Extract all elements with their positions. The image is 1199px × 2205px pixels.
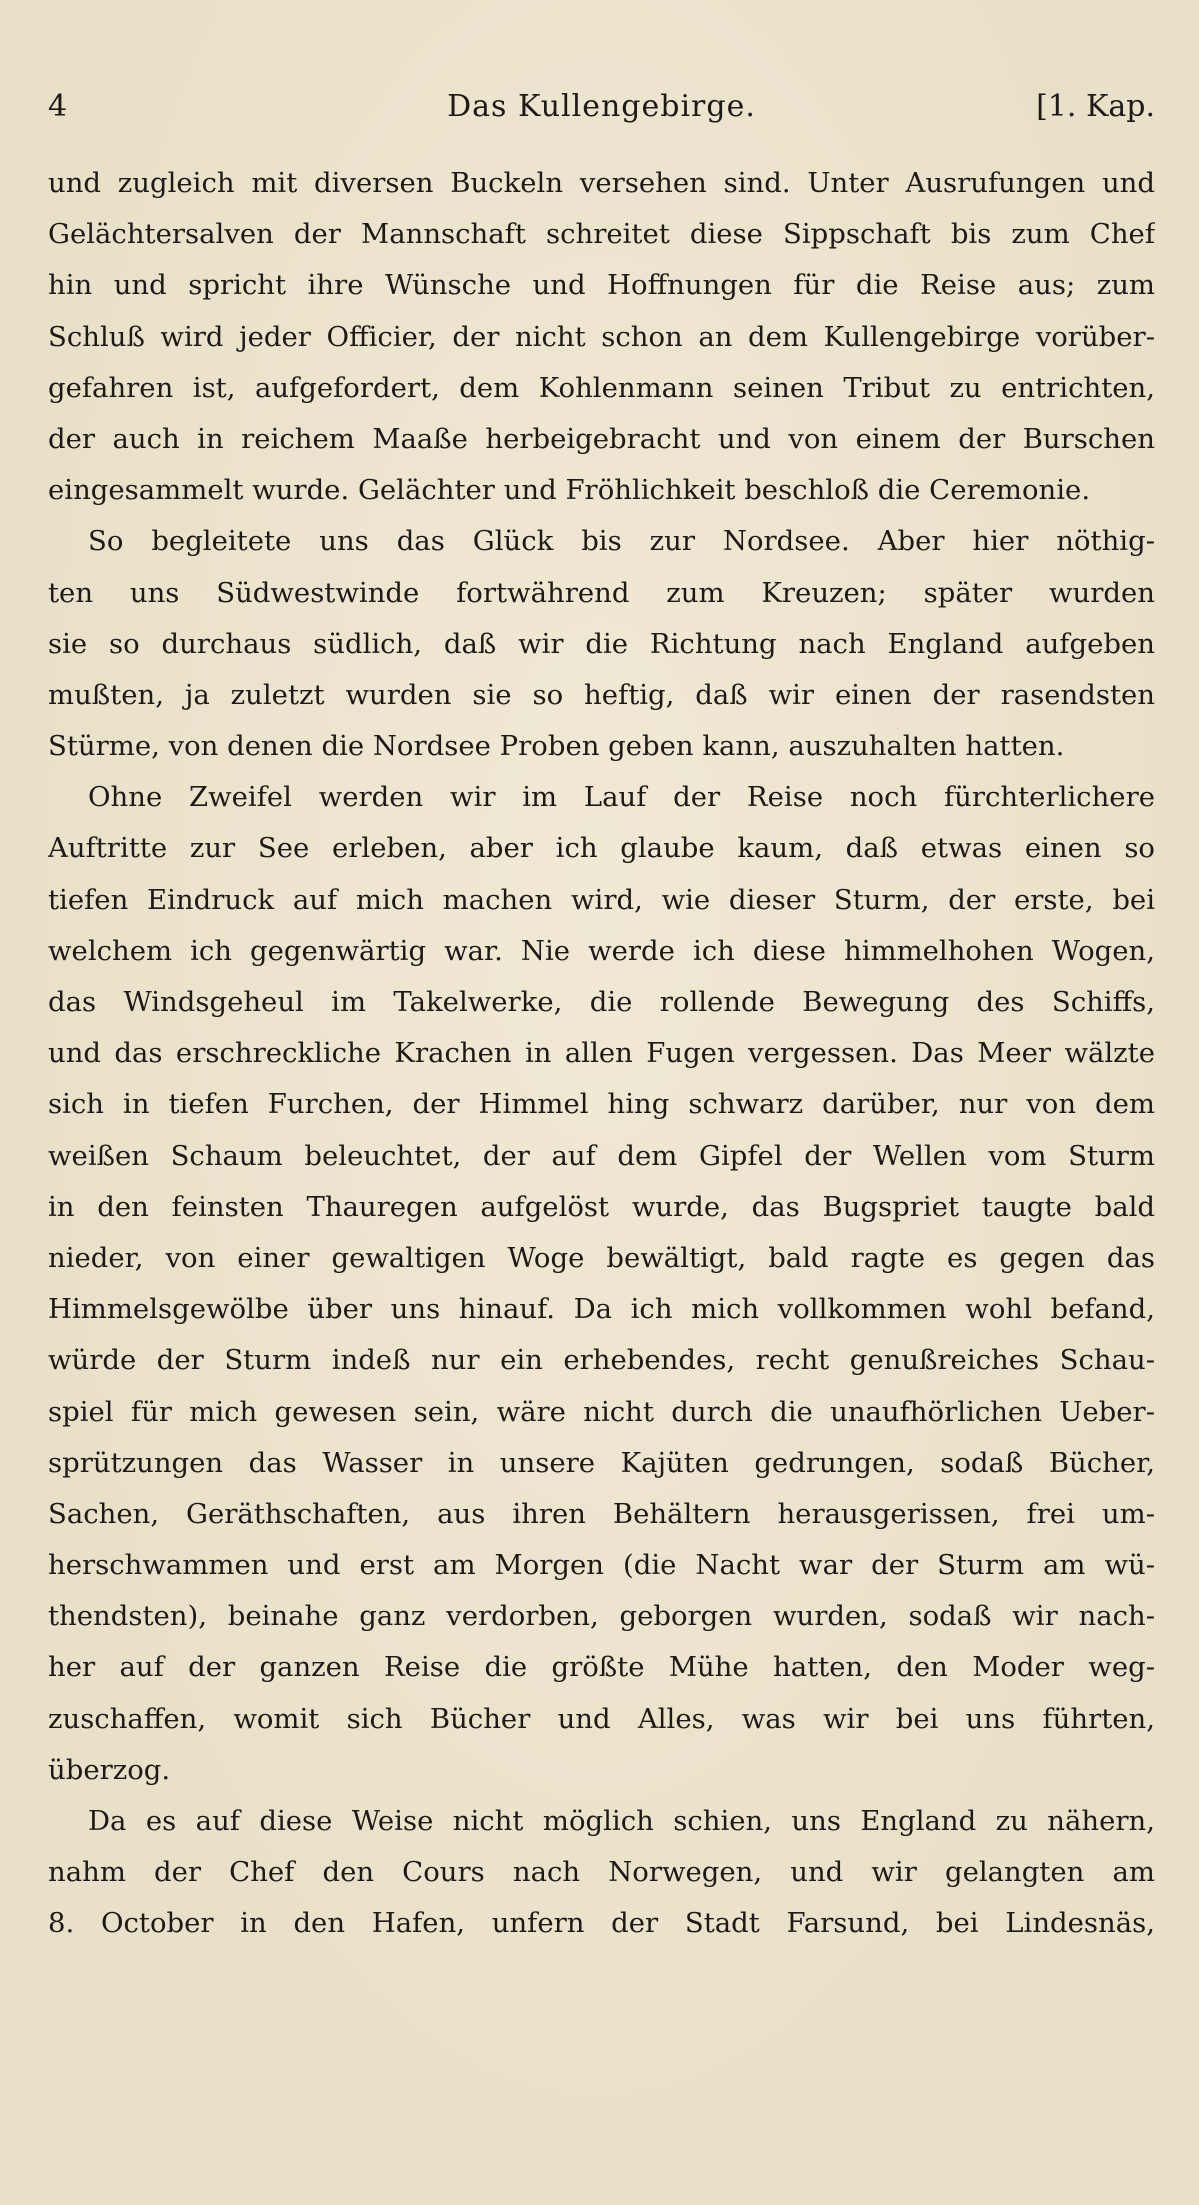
text-line: eingesammelt wurde. Gelächter und Fröhlichkeit beschloß die Ceremonie. [48, 474, 1091, 507]
text-line: tiefen Eindruck auf mich machen wird, wie dieser Sturm, der erste, bei [48, 883, 1155, 916]
text-line: 8. October in den Hafen, unfern der Stadt Farsund, bei Lindesnäs, [48, 1907, 1155, 1940]
text-line: sprützungen das Wasser in unsere Kajüten gedrungen, sodaß Bücher, [48, 1446, 1155, 1479]
text-line: zuschaffen, womit sich Bücher und Alles, was wir bei uns führten, [48, 1702, 1155, 1735]
running-title: Das Kullengebirge. [447, 89, 756, 124]
text-line: Sachen, Geräthschaften, aus ihren Behältern herausgerissen, frei um- [48, 1497, 1155, 1530]
text-line: nieder, von einer gewaltigen Woge bewältigt, bald ragte es gegen das [48, 1241, 1155, 1274]
text-line: nahm der Chef den Cours nach Norwegen, und wir gelangten am [48, 1856, 1155, 1889]
text-line: Stürme, von denen die Nordsee Proben geben kann, auszuhalten hatten. [48, 730, 1065, 763]
text-line: der auch in reichem Maaße herbeigebracht und von einem der Burschen [48, 422, 1155, 455]
text-line: gefahren ist, aufgefordert, dem Kohlenmann seinen Tribut zu entrichten, [48, 371, 1155, 404]
text-line: Ohne Zweifel werden wir im Lauf der Reise noch fürchterlichere [88, 781, 1155, 814]
text-line: Himmelsgewölbe über uns hinauf. Da ich mich vollkommen wohl befand, [48, 1293, 1155, 1326]
text-line: herschwammen und erst am Morgen (die Nacht war der Sturm am wü- [48, 1549, 1155, 1582]
text-line: thendsten), beinahe ganz verdorben, geborgen wurden, sodaß wir nach- [48, 1600, 1155, 1633]
text-line: würde der Sturm indeß nur ein erhebendes, recht genußreiches Schau- [48, 1344, 1155, 1377]
page-number: 4 [48, 89, 68, 124]
text-line: sich in tiefen Furchen, der Himmel hing schwarz darüber, nur von dem [48, 1088, 1155, 1121]
chapter-reference: [1. Kap. [1036, 89, 1155, 124]
text-line: ten uns Südwestwinde fortwährend zum Kreuzen; später wurden [48, 576, 1155, 609]
text-line: in den feinsten Thauregen aufgelöst wurde, das Bugspriet taugte bald [48, 1190, 1155, 1223]
text-line: und das erschreckliche Krachen in allen Fugen vergessen. Das Meer wälzte [48, 1037, 1155, 1070]
text-line: sie so durchaus südlich, daß wir die Richtung nach England aufgeben [48, 627, 1155, 660]
text-line: weißen Schaum beleuchtet, der auf dem Gipfel der Wellen vom Sturm [48, 1139, 1155, 1172]
text-line: Gelächtersalven der Mannschaft schreitet diese Sippschaft bis zum Chef [48, 218, 1155, 251]
text-line: mußten, ja zuletzt wurden sie so heftig, daß wir einen der rasendsten [48, 678, 1155, 711]
text-line: welchem ich gegenwärtig war. Nie werde ich diese himmelhohen Wogen, [48, 934, 1155, 967]
text-line: her auf der ganzen Reise die größte Mühe hatten, den Moder weg- [48, 1651, 1155, 1684]
body-text [48, 158, 1155, 1950]
text-line: hin und spricht ihre Wünsche und Hoffnungen für die Reise aus; zum [48, 269, 1155, 302]
text-line: überzog. [48, 1753, 171, 1786]
text-line: Da es auf diese Weise nicht möglich schien, uns England zu nähern, [88, 1805, 1155, 1837]
text-line: So begleitete uns das Glück bis zur Nordsee. Aber hier nöthig- [88, 525, 1155, 558]
text-line: und zugleich mit diversen Buckeln versehen sind. Unter Ausrufungen und [48, 167, 1155, 199]
text-line: Schluß wird jeder Officier, der nicht schon an dem Kullengebirge vorüber- [48, 320, 1155, 353]
text-line: Auftritte zur See erleben, aber ich glaube kaum, daß etwas einen so [48, 832, 1155, 865]
text-line: das Windsgeheul im Takelwerke, die rollende Bewegung des Schiffs, [48, 986, 1155, 1018]
text-line: spiel für mich gewesen sein, wäre nicht durch die unaufhörlichen Ueber- [48, 1395, 1155, 1428]
running-head [48, 82, 1155, 132]
